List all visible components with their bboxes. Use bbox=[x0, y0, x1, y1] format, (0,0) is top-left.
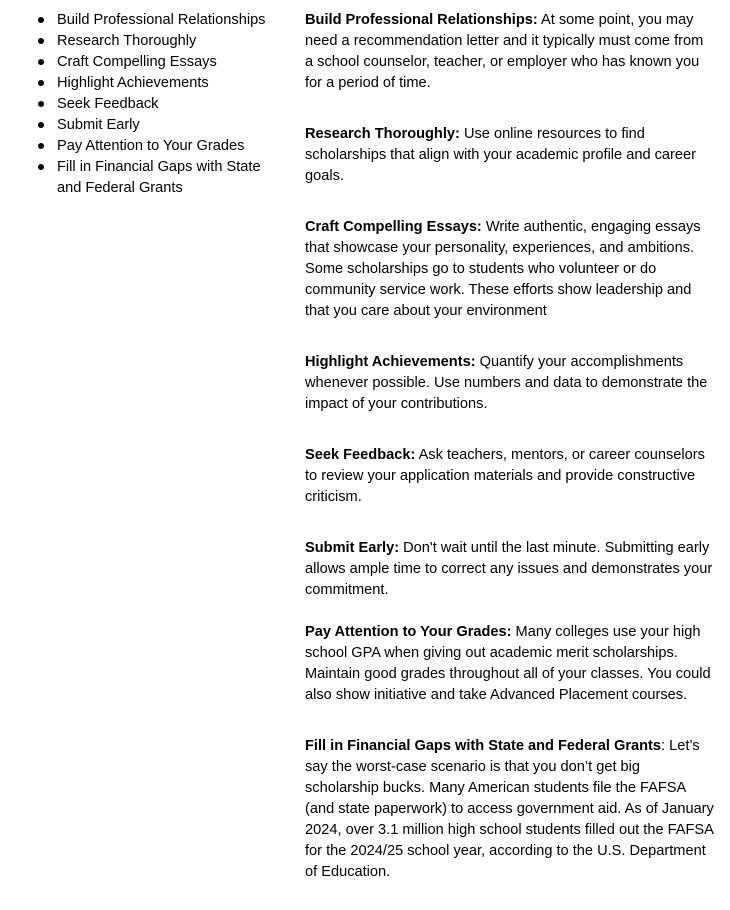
tip-section-grades bbox=[305, 622, 715, 706]
tips-detail-column bbox=[305, 10, 715, 883]
tip-body: : Let’s say the worst-case scenario is that you don’t get big scholarship bucks. Many American students file the FAFSA (and state paperwork) to access government aid. As of January 2024, over 3.1 million high school students filled out the FAFSA for the 2024/25 school year, according to the U.S. Department of Education. bbox=[305, 738, 714, 880]
bullet-dot-icon bbox=[38, 164, 44, 170]
bullet-item bbox=[38, 73, 278, 94]
bullet-text: Build Professional Relationships bbox=[57, 12, 266, 28]
bullet-item bbox=[38, 94, 278, 115]
tip-body: Quantify your accomplishments whenever possible. Use numbers and data to demonstrate the impact of your contributions. bbox=[305, 354, 708, 412]
bullet-item bbox=[38, 52, 278, 73]
tip-heading: Fill in Financial Gaps with State and Federal Grants bbox=[305, 738, 662, 754]
tip-body: Use online resources to find scholarships that align with your academic profile and career goals. bbox=[305, 126, 696, 184]
tip-heading: Seek Feedback: bbox=[305, 447, 416, 463]
bullet-text: Research Thoroughly bbox=[57, 33, 197, 49]
tip-heading: Highlight Achievements: bbox=[305, 354, 476, 370]
tip-section-submit-early bbox=[305, 538, 715, 601]
tips-summary-list-column bbox=[38, 10, 278, 199]
tip-body: Many colleges use your high school GPA when giving out academic merit scholarships. Maintain good grades throughout all of your classes. You could also show initiative and take Advanced Placement courses. bbox=[305, 624, 711, 703]
tip-heading: Pay Attention to Your Grades: bbox=[305, 624, 512, 640]
tip-section-research bbox=[305, 124, 715, 187]
bullet-text: Craft Compelling Essays bbox=[57, 54, 217, 70]
bullet-text: Submit Early bbox=[57, 117, 140, 133]
bullet-dot-icon bbox=[38, 59, 44, 65]
tip-heading: Craft Compelling Essays: bbox=[305, 219, 482, 235]
tip-section-essays bbox=[305, 217, 715, 322]
bullet-item bbox=[38, 136, 278, 157]
bullet-text: Pay Attention to Your Grades bbox=[57, 138, 245, 154]
tip-body: Ask teachers, mentors, or career counselors to review your application materials and provide constructive criticism. bbox=[305, 447, 705, 505]
tip-heading: Submit Early: bbox=[305, 540, 400, 556]
bullet-item bbox=[38, 31, 278, 52]
bullet-dot-icon bbox=[38, 80, 44, 86]
tip-heading: Build Professional Relationships: bbox=[305, 12, 538, 28]
bullet-dot-icon bbox=[38, 101, 44, 107]
bullet-dot-icon bbox=[38, 38, 44, 44]
bullet-text: Seek Feedback bbox=[57, 96, 159, 112]
bullet-item bbox=[38, 157, 278, 199]
bullet-item bbox=[38, 115, 278, 136]
tip-body: At some point, you may need a recommendation letter and it typically must come from a school counselor, teacher, or employer who has known you for a period of time. bbox=[305, 12, 704, 91]
tip-body: Write authentic, engaging essays that showcase your personality, experiences, and ambitions. Some scholarships go to students who volunteer or do community service work. These efforts show leadership and that you care about your environment bbox=[305, 219, 701, 319]
tip-section-feedback bbox=[305, 445, 715, 508]
tip-section-build-relationships bbox=[305, 10, 715, 94]
bullet-item bbox=[38, 10, 278, 31]
bullet-dot-icon bbox=[38, 122, 44, 128]
tip-section-achievements bbox=[305, 352, 715, 415]
bullet-dot-icon bbox=[38, 17, 44, 23]
tip-section-grants bbox=[305, 736, 715, 883]
tips-bullet-list bbox=[38, 10, 278, 199]
bullet-text: Highlight Achievements bbox=[57, 75, 209, 91]
bullet-dot-icon bbox=[38, 143, 44, 149]
bullet-text: Fill in Financial Gaps with State and Federal Grants bbox=[57, 159, 261, 196]
tip-heading: Research Thoroughly: bbox=[305, 126, 460, 142]
tip-body: Don't wait until the last minute. Submitting early allows ample time to correct any issues and demonstrates your commitment. bbox=[305, 540, 713, 598]
